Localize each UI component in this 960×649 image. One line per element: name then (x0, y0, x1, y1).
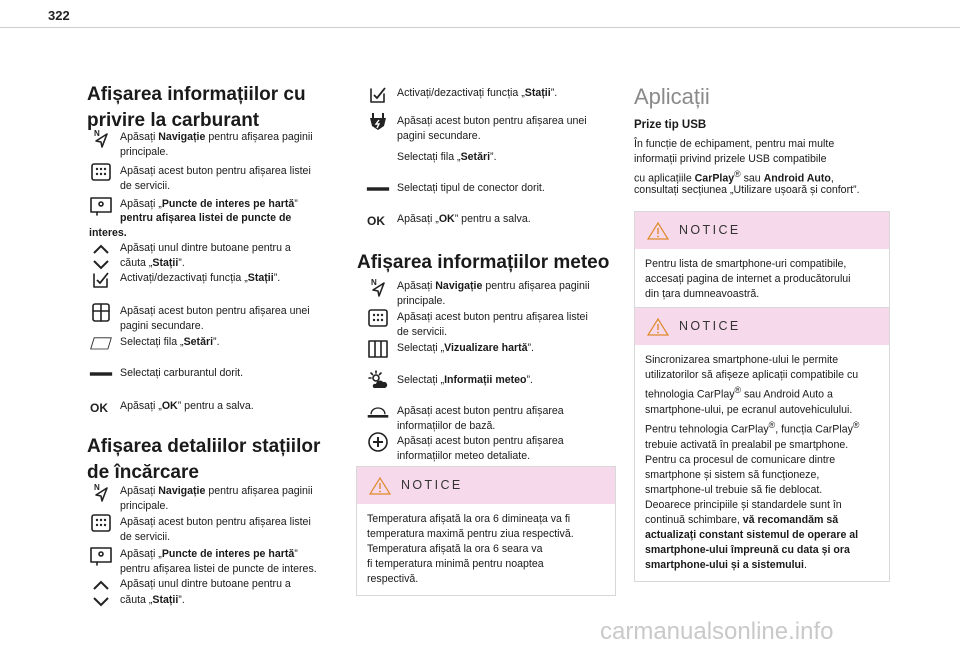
notice-line: Sincronizarea smartphone-ului le permite (645, 354, 839, 366)
step-text: pentru afișarea listei de puncte de (120, 212, 292, 224)
step-text: Apăsați acest buton pentru afișarea unei (120, 305, 310, 317)
notice-line: tehnologia CarPlay® sau Android Auto a (645, 385, 833, 401)
step-text: Apăsați „OK” pentru a salva. (397, 213, 531, 225)
notice-line: din țara dumneavoastră. (645, 288, 760, 301)
notice-line: Pentru lista de smartphone-uri compatibile, (645, 258, 847, 270)
notice-line: smartphone și sistem să funcționeze, (645, 468, 820, 481)
header-rule (0, 27, 960, 28)
step-text: Apăsați acest buton pentru afișarea listei (120, 165, 311, 177)
step-text: Selectați „Informații meteo”. (397, 374, 534, 386)
step-text: Apăsați acest buton pentru afișarea (397, 435, 564, 447)
notice-line: actualizați constant sistemul de operare al (645, 529, 859, 542)
notice-line: respectivă. (367, 573, 419, 586)
step-text: Apăsați „Puncte de interes pe hartă” (120, 198, 298, 210)
step-text: principale. (120, 146, 169, 158)
weather-basic-icon (366, 401, 390, 423)
notice-line: Pentru ca procesul de comunicare dintre (645, 453, 836, 466)
section-heading: de încărcare (87, 462, 199, 483)
apps-icon (89, 161, 113, 183)
notice-line: Temperatura afișată la ora 6 dimineața va fi (367, 513, 571, 525)
step-text: pagini secundare. (397, 130, 481, 142)
step-text: Apăsați „Puncte de interes pe hartă” (120, 548, 298, 560)
step-text: Apăsați Navigație pentru afișarea paginii (120, 131, 313, 143)
step-text: interes. (89, 227, 127, 239)
step-text: de servicii. (397, 326, 448, 338)
intro-line: informații privind prizele USB compatibile (634, 153, 827, 166)
step-text: principale. (120, 500, 169, 512)
checkbox-icon (366, 83, 390, 105)
svg-text:N: N (94, 483, 100, 492)
notice-box (356, 466, 616, 596)
notice-line: Temperatura afișată la ora 6 seara va (367, 543, 543, 556)
step-text: Apăsați unul dintre butoane pentru a (120, 242, 291, 254)
notice-header (635, 308, 889, 345)
step-text: Selectați tipul de conector dorit. (397, 182, 545, 194)
step-text: de servicii. (120, 531, 171, 543)
intro-line: În funcție de echipament, pentru mai multe (634, 138, 835, 150)
warning-icon (647, 221, 669, 241)
notice-header (357, 467, 615, 504)
step-text: Apăsați „OK” pentru a salva. (120, 400, 254, 412)
notice-title: NOTICE (679, 223, 741, 237)
warning-icon (647, 317, 669, 337)
step-text: căuta „Stații”. (120, 257, 185, 269)
intro-line: cu aplicațiile CarPlay® sau Android Auto, (634, 169, 834, 185)
step-text: Selectați carburantul dorit. (120, 367, 244, 379)
notice-line: accesați pagina de internet a producătorului (645, 273, 851, 286)
step-text: Activați/dezactivați funcția „Stații”. (120, 272, 281, 284)
notice-line: temperatura maximă pentru ziua respectivă. (367, 528, 574, 541)
weather-icon (366, 370, 390, 392)
map-poi-icon (89, 194, 113, 216)
step-text: Selectați „Vizualizare hartă”. (397, 342, 535, 354)
notice-line: utilizatorilor să afișeze aplicații compatibile cu (645, 369, 859, 382)
chapter-heading: Aplicații (634, 84, 710, 109)
notice-title: NOTICE (679, 319, 741, 333)
select-bar-icon (366, 178, 390, 200)
section-heading: Afișarea informațiilor cu (87, 84, 306, 105)
step-text: Apăsați acest buton pentru afișarea listei (397, 311, 588, 323)
subheading: Prize tip USB (634, 119, 707, 131)
watermark: carmanualsonline.info (600, 618, 834, 645)
notice-line: fi temperatura minimă pentru noaptea (367, 558, 544, 571)
step-text: de servicii. (120, 180, 171, 192)
step-text: căuta „Stații”. (120, 594, 185, 606)
select-bar-icon (89, 363, 113, 385)
section-heading: Afișarea informațiilor meteo (357, 252, 610, 273)
step-text: Apăsați acest buton pentru afișarea (397, 405, 564, 417)
charging-plug-icon (366, 111, 390, 133)
page-number: 322 (48, 8, 70, 23)
navigation-icon (366, 276, 390, 298)
map-poi-icon (89, 544, 113, 566)
step-text: pagini secundare. (120, 320, 204, 332)
svg-text:OK: OK (367, 214, 385, 228)
step-text: informațiilor meteo detaliate. (397, 450, 531, 462)
navigation-icon (89, 127, 113, 149)
step-text: Selectați fila „Setări”. (120, 336, 220, 348)
step-text: Apăsați acest buton pentru afișarea unei (397, 115, 587, 127)
section-heading: privire la carburant (87, 110, 260, 131)
tab-icon (89, 332, 113, 354)
notice-line: smartphone-ul trebuie să fie deblocat. (645, 483, 823, 496)
step-text: pentru afișarea listei de puncte de interes. (120, 563, 317, 575)
intro-line: consultați secțiunea „Utilizare ușoară și confort”. (634, 183, 860, 196)
notice-line: continuă schimbare, vă recomandăm să (645, 514, 839, 526)
chevron-down-icon (89, 590, 113, 612)
step-text: principale. (397, 295, 446, 307)
notice-title: NOTICE (401, 478, 463, 492)
apps-icon (366, 307, 390, 329)
notice-line: trebuie activată în prealabil pe smartphone. (645, 438, 849, 451)
svg-text:N: N (94, 129, 100, 138)
secondary-page-icon (89, 301, 113, 323)
checkbox-icon (89, 268, 113, 290)
step-text: Apăsați acest buton pentru afișarea listei (120, 516, 311, 528)
step-text: Apăsați Navigație pentru afișarea paginii (397, 280, 590, 292)
step-text: Apăsați unul dintre butoane pentru a (120, 578, 291, 590)
ok-icon (89, 396, 113, 418)
step-text: Selectați fila „Setări”. (397, 151, 497, 163)
warning-icon (369, 476, 391, 496)
step-text: Apăsați Navigație pentru afișarea paginii (120, 485, 313, 497)
notice-header (635, 212, 889, 249)
notice-line: Pentru tehnologia CarPlay®, funcția CarPlay® (645, 419, 860, 436)
notice-line: smartphone-ului împreună cu data și ora (645, 544, 850, 557)
navigation-icon (89, 481, 113, 503)
notice-line: smartphone-ului, pe ecranul autovehiculului. (645, 403, 853, 416)
notice-line: smartphone-ului și a sistemului. (645, 559, 807, 572)
notice-line: Deoarece principiile și standardele sunt în (645, 498, 842, 511)
svg-text:OK: OK (90, 401, 108, 415)
step-text: informațiilor de bază. (397, 420, 496, 432)
map-view-icon (366, 338, 390, 360)
step-text: Activați/dezactivați funcția „Stații”. (397, 87, 558, 99)
section-heading: Afișarea detaliilor stațiilor (87, 436, 321, 457)
plus-circle-icon (366, 431, 390, 453)
apps-icon (89, 512, 113, 534)
ok-icon (366, 209, 390, 231)
notice-box (634, 307, 890, 582)
svg-text:N: N (371, 278, 377, 287)
notice-box (634, 211, 890, 311)
